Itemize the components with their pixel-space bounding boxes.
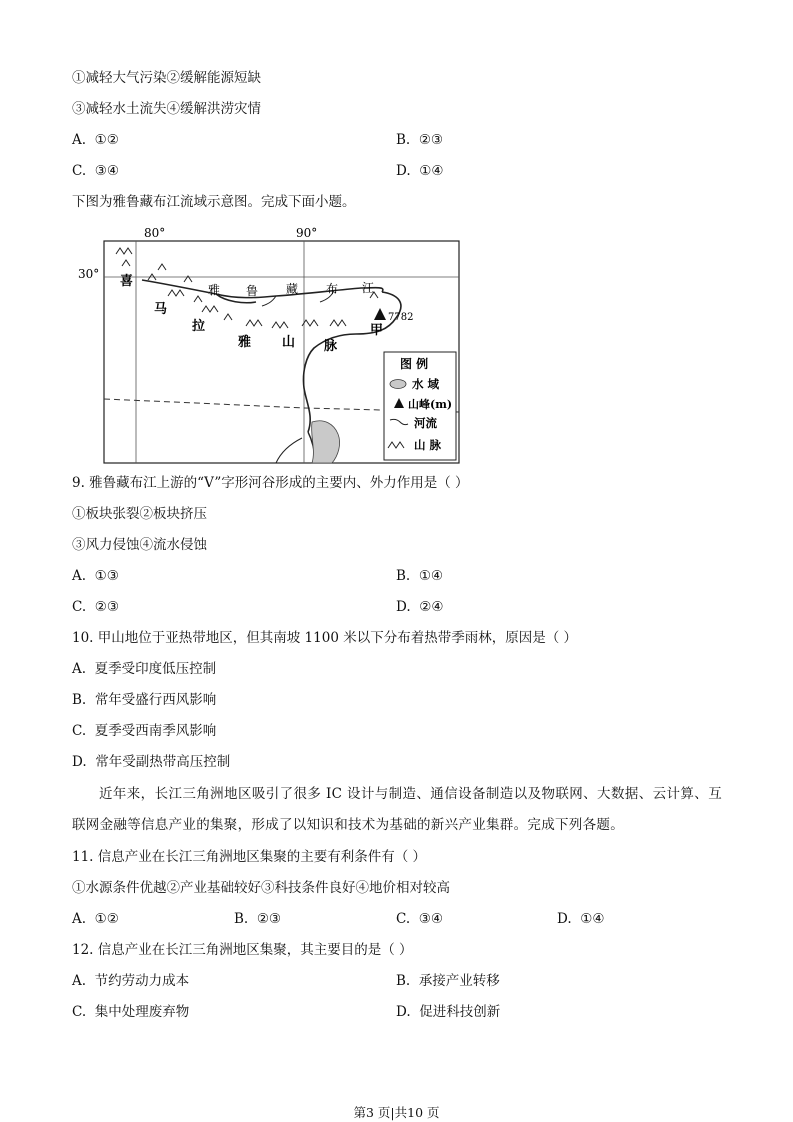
legend-water-icon — [390, 380, 406, 389]
q12-stem: 12. 信息产业在长江三角洲地区集聚，其主要目的是（ ） — [72, 942, 413, 958]
river-char-5: 江 — [362, 281, 375, 295]
water-body — [312, 421, 340, 463]
q11-option-d: D. ①④ — [557, 911, 605, 927]
yarlung-tsangpo-map — [76, 222, 461, 464]
q9-statements-1: ①板块张裂②板块挤压 — [72, 506, 207, 522]
map-intro: 下图为雅鲁藏布江流域示意图。完成下面小题。 — [72, 194, 356, 210]
river-char-4: 布 — [326, 282, 339, 296]
q8-option-c: C. ③④ — [72, 163, 119, 179]
legend-mountain-label: 山 脉 — [414, 438, 442, 452]
q8-statements-2: ③减轻水土流失④缓解洪涝灾情 — [72, 101, 261, 117]
legend-title: 图 例 — [400, 357, 429, 371]
q10-stem: 10. 甲山地位于亚热带地区，但其南坡 1100 米以下分布着热带季雨林，原因是（ ） — [72, 630, 577, 646]
legend-river-label: 河流 — [414, 416, 437, 430]
q10-option-b: B. 常年受盛行西风影响 — [72, 692, 217, 708]
river-char-1: 雅 — [208, 283, 221, 297]
river-char-2: 鲁 — [246, 284, 259, 298]
q11-option-c: C. ③④ — [396, 911, 443, 927]
range-char-2: 马 — [154, 302, 168, 317]
q9-stem: 9. 雅鲁藏布江上游的“V”字形河谷形成的主要内、外力作用是（ ） — [72, 475, 469, 491]
peak-label: 甲 — [370, 323, 384, 338]
q9-statements-2: ③风力侵蚀④流水侵蚀 — [72, 537, 207, 553]
peak-triangle — [374, 308, 386, 320]
peak-height: 7782 — [388, 312, 414, 323]
q12-option-c: C. 集中处理废弃物 — [72, 1004, 190, 1020]
q10-option-d: D. 常年受副热带高压控制 — [72, 754, 231, 770]
lat-30-label: 30° — [78, 267, 100, 281]
q10-option-c: C. 夏季受西南季风影响 — [72, 723, 217, 739]
lon-90-label: 90° — [296, 226, 318, 240]
range-char-3: 拉 — [192, 319, 206, 334]
ic-intro-paragraph: 近年来，长江三角洲地区吸引了很多 IC 设计与制造、通信设备制造以及物联网、大数据、云计算、互联网金融等信息产业的集聚，形成了以知识和技术为基础的新兴产业集群。完成下列各题。 — [72, 786, 722, 833]
range-char-5: 山 — [282, 335, 296, 350]
q9-option-d: D. ②④ — [396, 599, 444, 615]
q10-option-a: A. 夏季受印度低压控制 — [72, 661, 217, 677]
range-char-4: 雅 — [238, 335, 252, 350]
legend-water-label: 水 域 — [412, 377, 440, 391]
q12-option-d: D. 促进科技创新 — [396, 1004, 501, 1020]
q9-option-b: B. ①④ — [396, 568, 444, 584]
q8-option-d: D. ①④ — [396, 163, 444, 179]
q12-option-b: B. 承接产业转移 — [396, 973, 500, 989]
q8-statements-1: ①减轻大气污染②缓解能源短缺 — [72, 70, 261, 86]
legend-peak-label: 山峰(m) — [408, 398, 453, 411]
q9-option-c: C. ②③ — [72, 599, 119, 615]
page-footer: 第3 页|共10 页 — [353, 1105, 440, 1120]
q8-option-b: B. ②③ — [396, 132, 444, 148]
range-char-1: 喜 — [120, 274, 134, 289]
range-char-6: 脉 — [324, 339, 338, 354]
q11-option-a: A. ①② — [72, 911, 119, 927]
q12-option-a: A. 节约劳动力成本 — [72, 973, 190, 989]
river-main — [142, 280, 401, 432]
q11-stem: 11. 信息产业在长江三角洲地区集聚的主要有利条件有（ ） — [72, 849, 427, 865]
q9-option-a: A. ①③ — [72, 568, 119, 584]
river-branch-west — [276, 438, 302, 463]
q8-option-a: A. ①② — [72, 132, 119, 148]
q11-statements: ①水源条件优越②产业基础较好③科技条件良好④地价相对较高 — [72, 880, 450, 896]
lon-80-label: 80° — [144, 226, 166, 240]
q11-option-b: B. ②③ — [234, 911, 282, 927]
river-char-3: 藏 — [286, 282, 299, 296]
